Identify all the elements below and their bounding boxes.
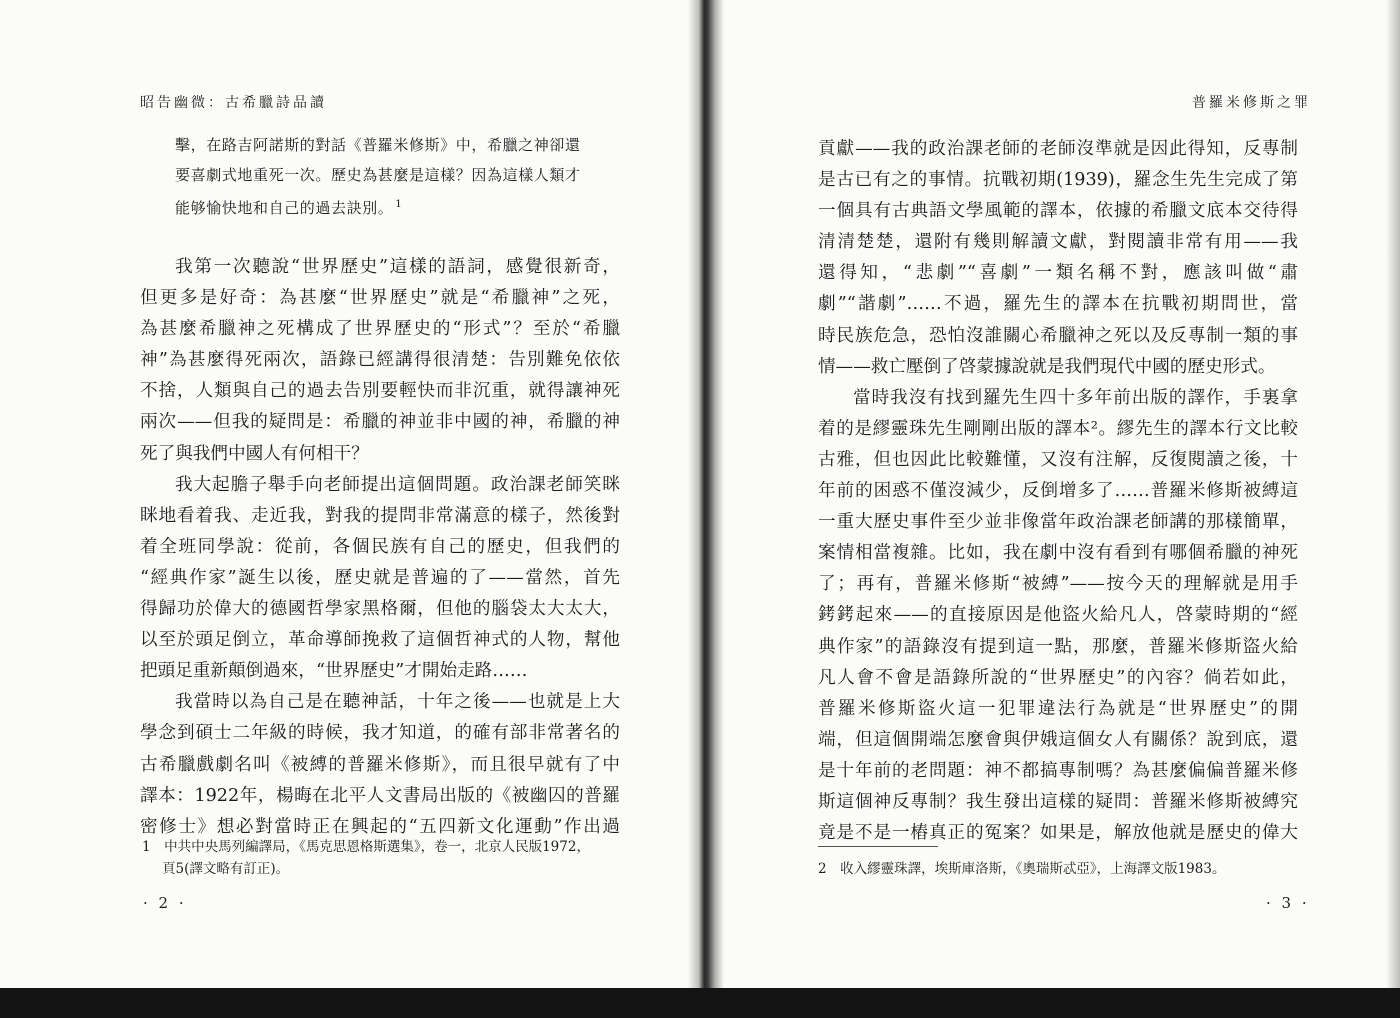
text-line: 以至於頭足倒立，革命導師挽救了這個哲神式的人物，幫他 <box>140 630 620 651</box>
text-line: 情——救亡壓倒了啓蒙據說就是我們現代中國的歷史形式。 <box>818 356 1276 377</box>
footnote-line: 2 收入繆靈珠譯，埃斯庫洛斯，《奧瑞斯忒亞》，上海譯文版1983。 <box>818 861 1226 877</box>
footnote <box>818 858 1308 880</box>
text-line: 死了與我們中國人有何相干？ <box>140 443 369 464</box>
running-head: 普羅米修斯之罪 <box>1192 95 1311 111</box>
text-line: 密修士》想必對當時正在興起的“五四新文化運動”作出過 <box>140 816 620 837</box>
footnote-line: 1 中共中央馬列編譯局，《馬克思恩格斯選集》，卷一，北京人民版1972， <box>142 839 590 855</box>
page-edge-shadow <box>1386 0 1400 988</box>
text-line: 着全班同學說：從前，各個民族有自己的歷史，但我們的 <box>140 536 620 557</box>
text-line: “經典作家”誕生以後，歷史就是普遍的了——當然，首先 <box>140 567 620 588</box>
quote-line: 要喜劇式地重死一次。歷史為甚麼是這樣？因為這樣人類才 <box>175 165 581 184</box>
text-line: 了；再有，普羅米修斯“被縛”——按今天的理解就是用手 <box>818 574 1298 595</box>
text-line: 一重大歷史事件至少並非像當年政治課老師講的那樣簡單， <box>818 512 1298 533</box>
text-line: 神”為甚麼得死兩次，語錄已經講得很清楚：告別難免依依 <box>140 350 620 371</box>
text-line: 貢獻——我的政治課老師的老師沒準就是因此得知，反專制 <box>818 139 1298 159</box>
text-line: 我第一次聽說“世界歷史”這樣的語詞，感覺很新奇， <box>175 257 620 277</box>
text-line: 譯本：1922年，楊晦在北平人文書局出版的《被幽囚的普羅 <box>140 785 620 806</box>
text-line: 着的是繆靈珠先生剛剛出版的譯本²。繆先生的譯本行文比較 <box>818 418 1298 439</box>
text-line: 古希臘戲劇名叫《被縛的普羅米修斯》，而且很早就有了中 <box>140 754 620 775</box>
quote-line <box>175 190 625 224</box>
text-line: 年前的困惑不僅沒減少，反倒增多了……普羅米修斯被縛這 <box>818 481 1298 502</box>
text-line: 普羅米修斯盜火這一犯罪違法行為就是“世界歷史”的開 <box>818 698 1298 719</box>
text-line: 典作家”的語錄沒有提到這一點，那麼，普羅米修斯盜火給 <box>818 636 1298 657</box>
text-line: 眯地看着我、走近我，對我的提問非常滿意的樣子，然後對 <box>140 505 620 526</box>
page-number: · 2 · <box>143 894 187 912</box>
text-line: 案情相當複雜。比如，我在劇中沒有看到有哪個希臘的神死 <box>818 543 1298 564</box>
right-page <box>700 0 1400 988</box>
left-page <box>0 0 700 988</box>
text-line: 我大起膽子舉手向老師提出這個問題。政治課老師笑眯 <box>175 474 620 495</box>
text-line: 銬銬起來——的直接原因是他盜火給凡人，啓蒙時期的“經 <box>818 605 1298 626</box>
body-text <box>818 134 1298 849</box>
text-line: 凡人會不會是語錄所說的“世界歷史”的內容？倘若如此， <box>818 667 1298 688</box>
text-line: 我當時以為自己是在聽神話，十年之後——也就是上大 <box>175 692 620 713</box>
footnote <box>142 836 632 880</box>
text-line: 是古已有之的事情。抗戰初期(1939)，羅念生先生完成了第 <box>818 170 1298 191</box>
text-line: 清清楚楚，還附有幾則解讀文獻，對閱讀非常有用——我 <box>818 232 1298 253</box>
text-line: 當時我沒有找到羅先生四十多年前出版的譯作，手裏拿 <box>853 387 1298 408</box>
text-line: 把頭足重新顛倒過來，“世界歷史”才開始走路…… <box>140 661 528 682</box>
text-line: 不捨，人類與自己的過去告別要輕快而非沉重，就得讓神死 <box>140 381 620 402</box>
text-line: 斯這個神反專制？我生發出這樣的疑問：普羅米修斯被縛究 <box>818 791 1298 812</box>
quote-line: 擊，在路吉阿諾斯的對話《普羅米修斯》中，希臘之神卻還 <box>175 136 581 154</box>
text-line: 為甚麼希臘神之死構成了世界歷史的“形式”？至於“希臘 <box>140 319 620 340</box>
text-line: 一個具有古典語文學風範的譯本，依據的希臘文底本交待得 <box>818 201 1298 222</box>
block-quote <box>175 131 625 224</box>
text-line: 端，但這個開端怎麼會與伊娥這個女人有關係？說到底，還 <box>818 729 1298 750</box>
text-line: 得歸功於偉大的德國哲學家黑格爾，但他的腦袋太大太大， <box>140 599 620 620</box>
text-line: 兩次——但我的疑問是：希臘的神並非中國的神，希臘的神 <box>140 412 620 433</box>
text-line: 是十年前的老問題：神不都搞專制嗎？為甚麼偏偏普羅米修 <box>818 760 1298 781</box>
text-line: 劇”“諧劇”……不過，羅先生的譯本在抗戰初期問世，當 <box>818 294 1298 315</box>
footnote-line: 頁5(譯文略有訂正)。 <box>162 861 290 877</box>
text-line: 但更多是好奇：為甚麼“世界歷史”就是“希臘神”之死， <box>140 288 620 309</box>
footnote-mark: 1 <box>395 199 403 210</box>
book-gutter <box>688 0 724 988</box>
footnote-divider <box>818 846 938 847</box>
text-line: 還得知，“悲劇”“喜劇”一類名稱不對，應該叫做“肅 <box>818 263 1298 284</box>
text-line: 古雅，但也因此比較難懂，又沒有注解，反復閱讀之後，十 <box>818 449 1298 470</box>
text-line: 竟是不是一樁真正的冤案？如果是，解放他就是歷史的偉大 <box>818 823 1298 844</box>
text-line: 時民族危急，恐怕沒誰關心希臘神之死以及反專制一類的事 <box>818 325 1298 346</box>
text-line: 學念到碩士二年級的時候，我才知道，的確有部非常著名的 <box>140 723 620 744</box>
page-number: · 3 · <box>1266 894 1310 912</box>
body-text <box>140 252 620 843</box>
quote-line-text: 能够愉快地和自己的過去訣別。 <box>175 199 394 217</box>
running-head: 昭告幽微：古希臘詩品讀 <box>140 95 327 111</box>
